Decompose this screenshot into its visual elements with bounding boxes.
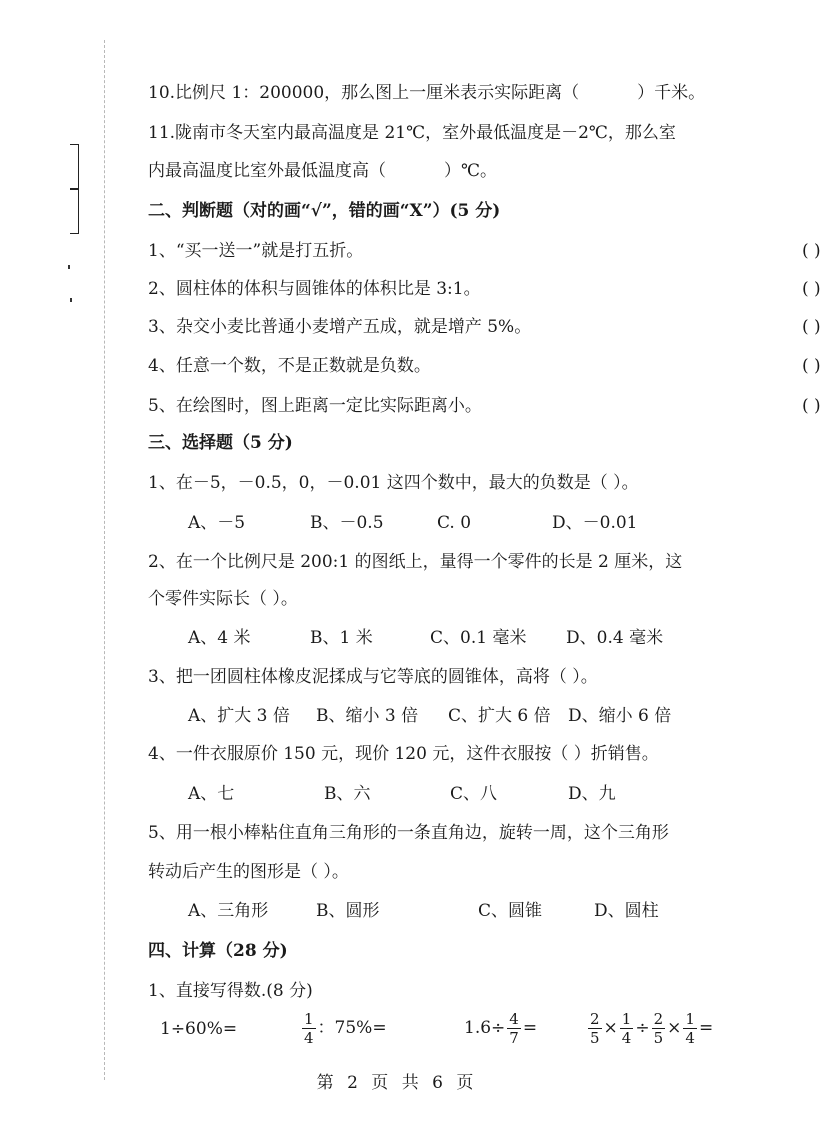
question-text: ）千米。 xyxy=(637,83,706,103)
binding-mark xyxy=(68,265,70,269)
judge-text: 5、在绘图时，图上距离一定比实际距离小。 xyxy=(148,396,482,416)
judge-text: 1、“买一送一”就是打五折。 xyxy=(148,241,364,261)
calc-item-2: $\frac{1}{4}$ ：75%= xyxy=(304,1010,387,1047)
calc-subsection-1: 1、直接写得数.(8 分) xyxy=(148,981,313,1001)
option-c[interactable]: C、扩大 6 倍 xyxy=(448,706,551,726)
option-b[interactable]: B、六 xyxy=(324,784,371,804)
binding-bracket xyxy=(70,188,79,234)
judge-item-1 xyxy=(148,238,821,264)
section-2-title: 二、判断题（对的画“√”，错的画“X”）(5 分) xyxy=(148,201,501,221)
judge-item-3 xyxy=(148,314,821,340)
question-10 xyxy=(148,80,705,106)
option-b[interactable]: B、1 米 xyxy=(310,628,373,648)
fraction: $\frac{1}{4}$ xyxy=(304,1010,314,1047)
page-footer: 第 2 页 共 6 页 xyxy=(316,1073,478,1093)
fraction: $\frac{2}{5}$ xyxy=(590,1010,600,1047)
fraction: $\frac{1}{4}$ xyxy=(685,1010,695,1047)
option-a[interactable]: A、三角形 xyxy=(188,901,269,921)
judge-item-4 xyxy=(148,353,821,379)
choice-question-5-line1: 5、用一根小棒粘住直角三角形的一条直角边，旋转一周，这个三角形 xyxy=(148,823,669,843)
answer-paren[interactable]: ( ) xyxy=(802,241,821,261)
question-text: 内最高温度比室外最低温度高（ xyxy=(148,161,386,181)
option-d[interactable]: D、缩小 6 倍 xyxy=(568,706,672,726)
judge-item-5 xyxy=(148,393,821,419)
option-a[interactable]: A、七 xyxy=(188,784,235,804)
choice-question-3: 3、把一团圆柱体橡皮泥揉成与它等底的圆锥体，高将（ ）。 xyxy=(148,667,598,687)
option-b[interactable]: B、－0.5 xyxy=(310,513,384,533)
choice-question-2-line1: 2、在一个比例尺是 200:1 的图纸上，量得一个零件的长是 2 厘米，这 xyxy=(148,552,683,572)
answer-paren[interactable]: ( ) xyxy=(802,317,821,337)
choice-question-1: 1、在－5，－0.5，0，－0.01 这四个数中，最大的负数是（ ）。 xyxy=(148,473,639,493)
option-c[interactable]: C. 0 xyxy=(437,513,472,533)
fraction: $\frac{2}{5}$ xyxy=(653,1010,664,1047)
judge-text: 3、杂交小麦比普通小麦增产五成，就是增产 5%。 xyxy=(148,317,532,337)
question-text: 10.比例尺 1：200000，那么图上一厘米表示实际距离（ xyxy=(148,83,580,103)
option-c[interactable]: C、圆锥 xyxy=(478,901,543,921)
calc-item-3: 1.6÷ $\frac{4}{7}$ = xyxy=(464,1010,538,1047)
option-a[interactable]: A、4 米 xyxy=(188,628,251,648)
binding-mark xyxy=(70,298,72,302)
fraction: $\frac{1}{4}$ xyxy=(621,1010,632,1047)
choice-question-4: 4、一件衣服原价 150 元，现价 120 元，这件衣服按（ ）折销售。 xyxy=(148,744,659,764)
question-11-line2 xyxy=(148,158,497,184)
binding-line xyxy=(104,40,105,1080)
choice-question-2-line2: 个零件实际长（ ）。 xyxy=(148,589,298,609)
option-d[interactable]: D、0.4 毫米 xyxy=(566,628,664,648)
question-text: ）℃。 xyxy=(444,161,498,181)
option-b[interactable]: B、缩小 3 倍 xyxy=(316,706,419,726)
option-a[interactable]: A、－5 xyxy=(188,513,246,533)
question-11-line1: 11.陇南市冬天室内最高温度是 21℃，室外最低温度是－2℃，那么室 xyxy=(148,123,676,143)
judge-item-2 xyxy=(148,276,821,302)
option-d[interactable]: D、九 xyxy=(568,784,616,804)
answer-paren[interactable]: ( ) xyxy=(802,356,821,376)
option-b[interactable]: B、圆形 xyxy=(316,901,380,921)
option-d[interactable]: D、圆柱 xyxy=(594,901,659,921)
calc-item-1: 1÷60%= xyxy=(160,1019,238,1039)
answer-paren[interactable]: ( ) xyxy=(802,279,821,299)
section-4-title: 四、计算（28 分) xyxy=(148,941,288,961)
judge-text: 2、圆柱体的体积与圆锥体的体积比是 3:1。 xyxy=(148,279,481,299)
binding-bracket xyxy=(70,144,79,190)
judge-text: 4、任意一个数，不是正数就是负数。 xyxy=(148,356,431,376)
option-c[interactable]: C、八 xyxy=(450,784,498,804)
option-c[interactable]: C、0.1 毫米 xyxy=(430,628,527,648)
fraction: $\frac{4}{7}$ xyxy=(509,1010,519,1047)
answer-paren[interactable]: ( ) xyxy=(802,396,821,416)
calc-item-4: $\frac{2}{5}$ × $\frac{1}{4}$ ÷ $\frac{2}{5}$ × $\frac{1}{4}$ = xyxy=(590,1010,714,1047)
choice-question-5-line2: 转动后产生的图形是（ ）。 xyxy=(148,862,349,882)
option-a[interactable]: A、扩大 3 倍 xyxy=(188,706,290,726)
section-3-title: 三、选择题（5 分) xyxy=(148,433,293,453)
option-d[interactable]: D、－0.01 xyxy=(552,513,638,533)
